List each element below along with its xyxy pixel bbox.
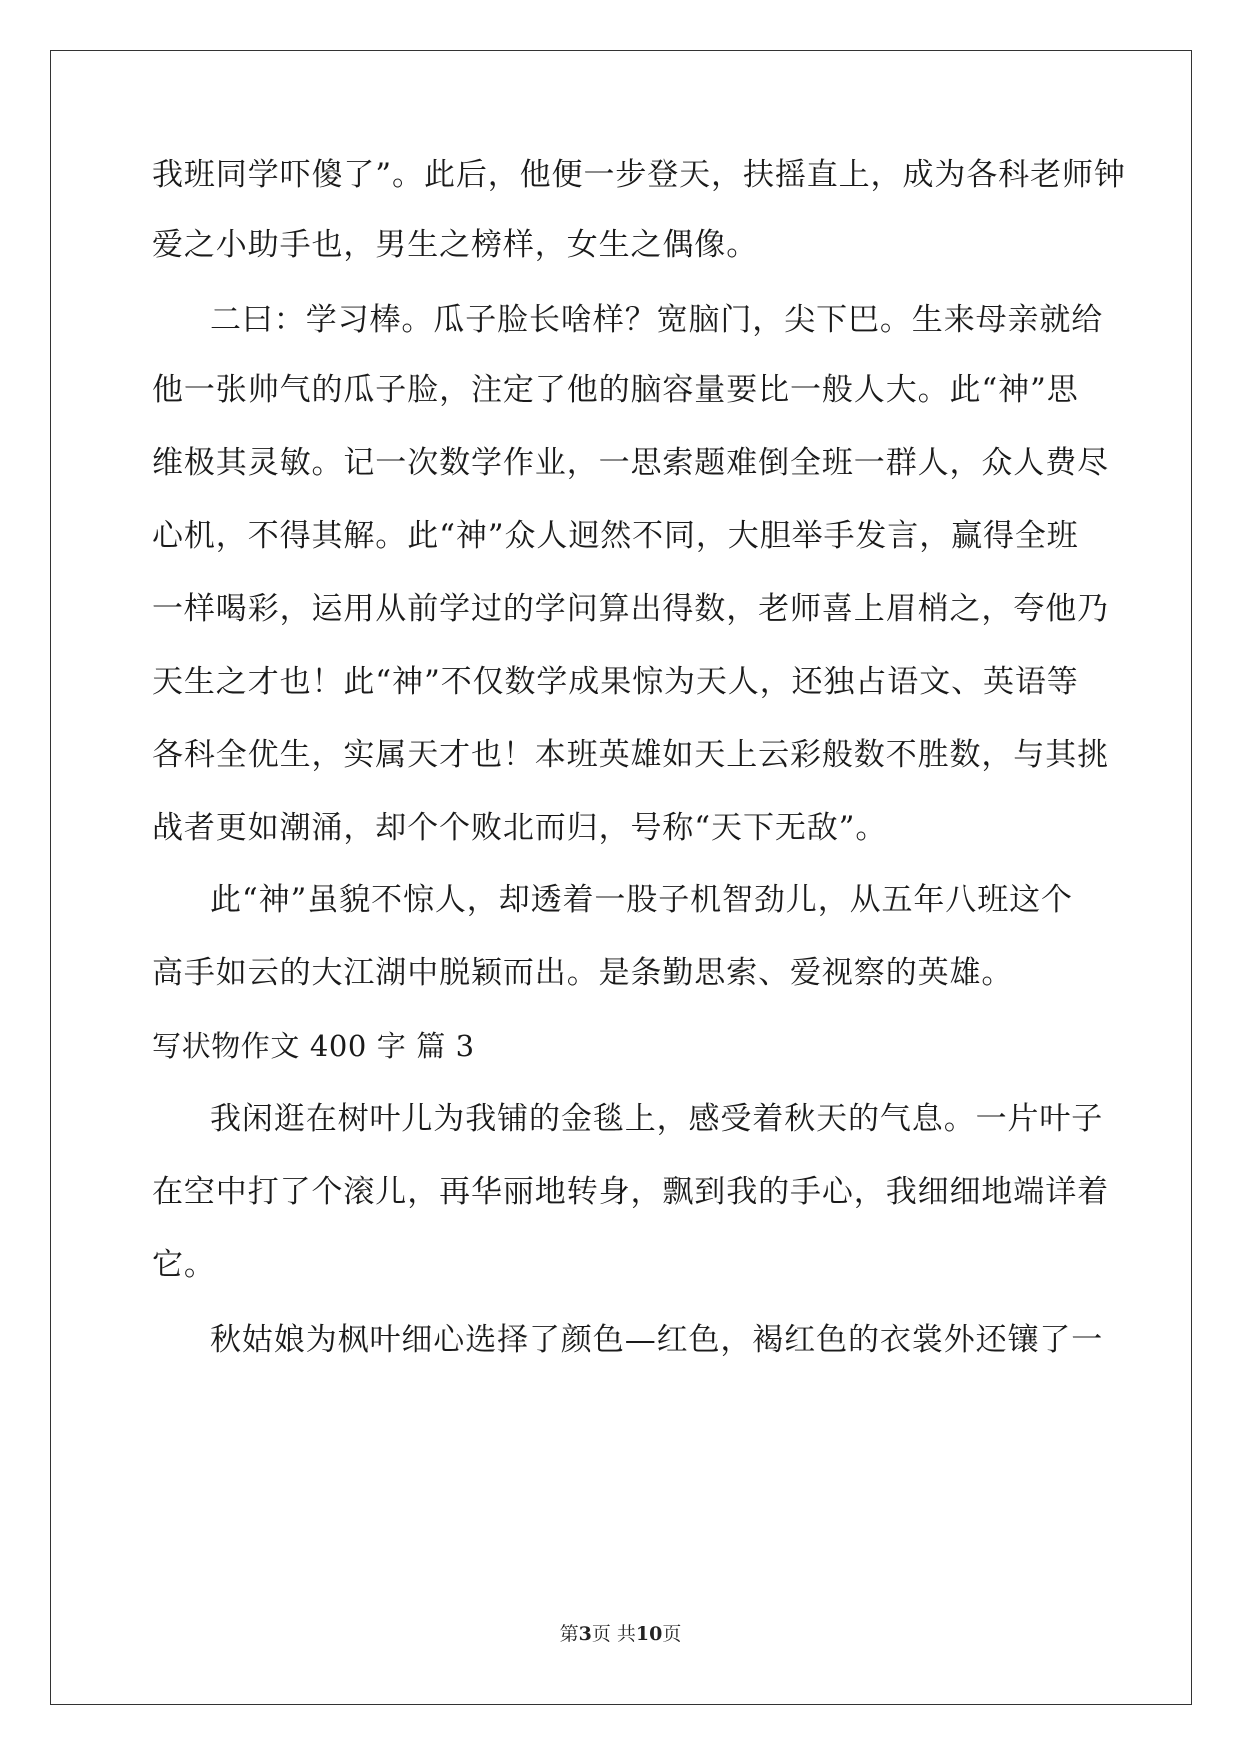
text-line: 我闲逛在树叶儿为我铺的金毯上，感受着秋天的气息。一片叶子 [210, 1101, 1104, 1137]
text-line: 天生之才也！此“神”不仅数学成果惊为天人，还独占语文、英语等 [152, 664, 1079, 700]
text-line: 一样喝彩，运用从前学过的学问算出得数，老师喜上眉梢之，夸他乃 [152, 591, 1109, 627]
text-line: 二曰：学习棒。瓜子脸长啥样？宽脑门，尖下巴。生来母亲就给 [210, 302, 1104, 338]
page-border [50, 50, 1192, 1705]
footer-prefix: 第 [559, 1623, 579, 1645]
text-line: 各科全优生，实属天才也！本班英雄如天上云彩般数不胜数，与其挑 [152, 737, 1109, 773]
text-line: 高手如云的大江湖中脱颖而出。是条勤思索、爱视察的英雄。 [152, 955, 1014, 991]
text-line: 在空中打了个滚儿，再华丽地转身，飘到我的手心，我细细地端详着 [152, 1174, 1109, 1210]
text-line: 我班同学吓傻了”。此后，他便一步登天，扶摇直上，成为各科老师钟 [152, 157, 1126, 193]
footer-suffix: 页 [662, 1623, 682, 1645]
text-line: 战者更如潮涌，却个个败北而归，号称“天下无敌”。 [152, 810, 888, 846]
text-line: 维极其灵敏。记一次数学作业，一思索题难倒全班一群人，众人费尽 [152, 445, 1109, 481]
total-page-number: 10 [635, 1623, 663, 1645]
page-number-footer [0, 1622, 1241, 1646]
text-line: 心机，不得其解。此“神”众人迥然不同，大胆举手发言，赢得全班 [152, 518, 1079, 554]
text-line: 他一张帅气的瓜子脸，注定了他的脑容量要比一般人大。此“神”思 [152, 372, 1079, 408]
text-line: 此“神”虽貌不惊人，却透着一股子机智劲儿，从五年八班这个 [210, 882, 1073, 918]
section-heading: 写状物作文 400 字 篇 3 [152, 1029, 475, 1063]
text-line: 它。 [152, 1247, 216, 1283]
text-line: 秋姑娘为枫叶细心选择了颜色—红色，褐红色的衣裳外还镶了一 [210, 1322, 1104, 1358]
footer-middle: 页 共 [591, 1623, 636, 1645]
current-page-number: 3 [578, 1623, 592, 1645]
text-line: 爱之小助手也，男生之榜样，女生之偶像。 [152, 227, 759, 263]
